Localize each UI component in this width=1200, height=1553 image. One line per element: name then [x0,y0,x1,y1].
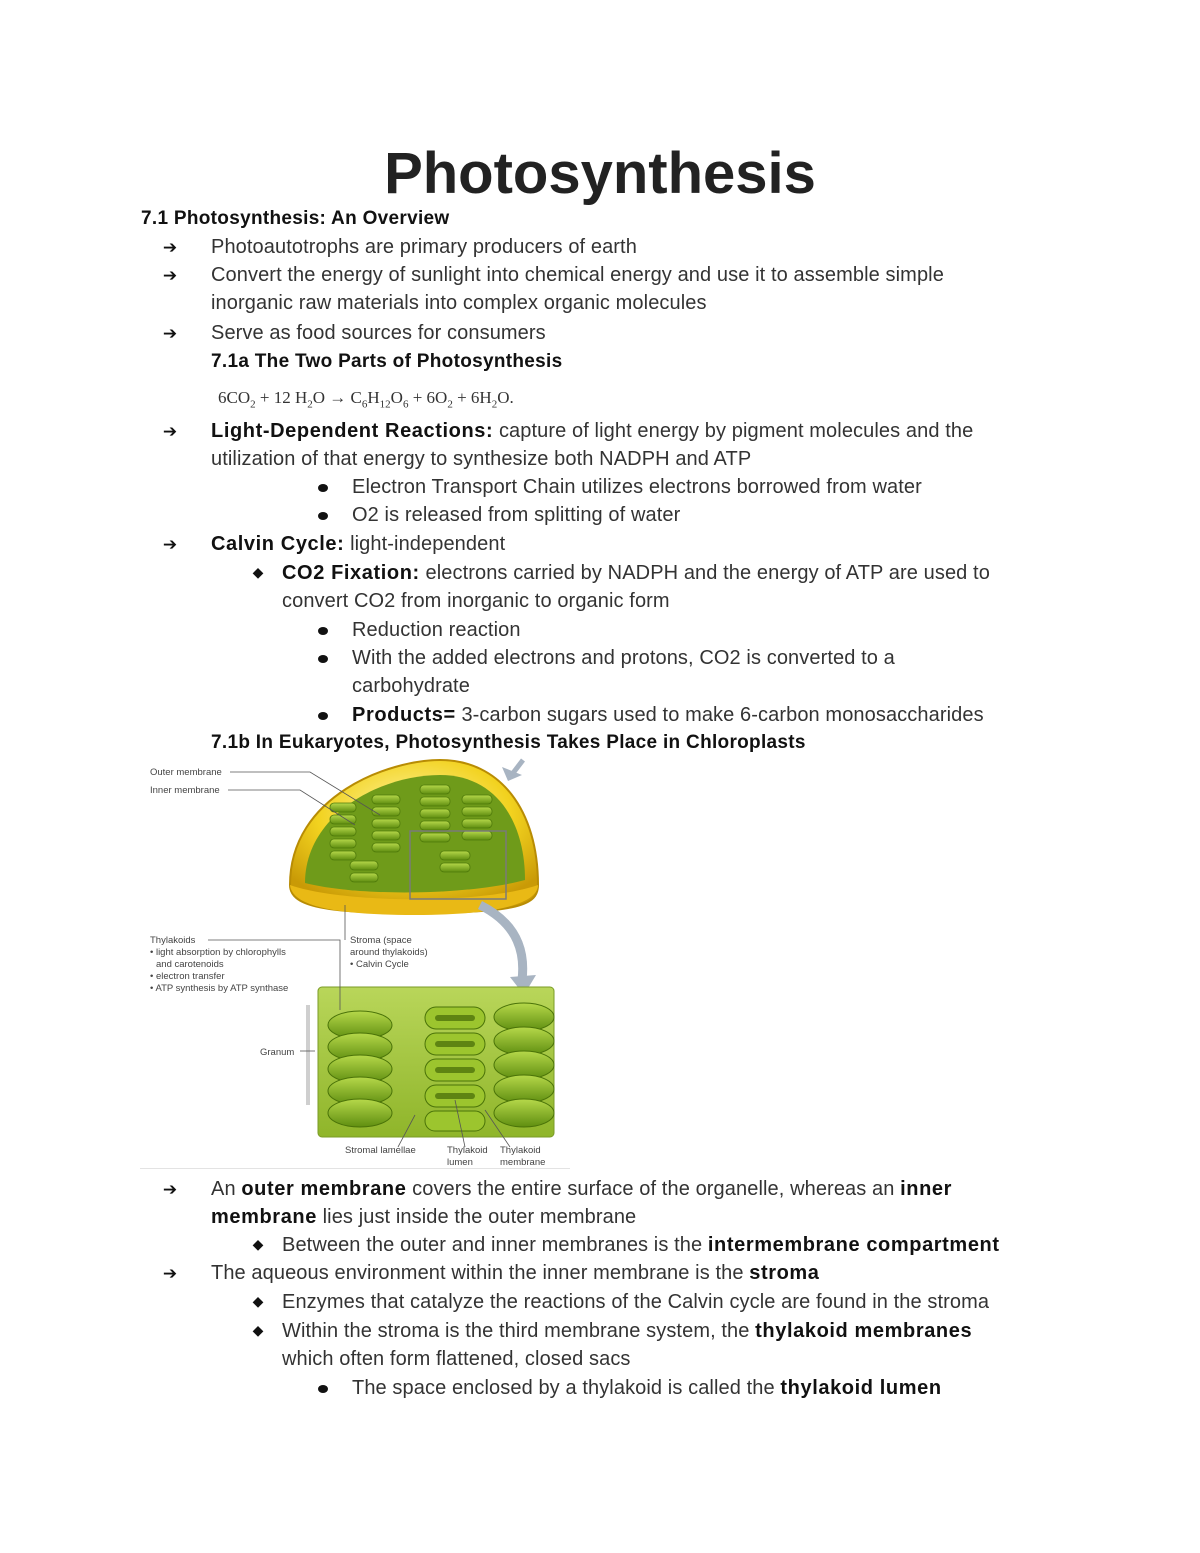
dot-bullet-icon [318,512,328,520]
bullet-text: Electron Transport Chain utilizes electrons borrowed from water [352,476,922,498]
label-thylakoids-item: and carotenoids [156,959,224,970]
dot-bullet-icon [318,484,328,492]
bullet-text: Convert the energy of sunlight into chemical energy and use it to assemble simple [211,264,944,286]
label-thylakoids: Thylakoids [150,935,196,946]
dot-bullet-icon [318,712,328,720]
chemical-equation: $6CO_2 + 12$ $H_2O \to C_6H_{12}O_6 + 6O_2 + 6H_2O$. [218,388,514,411]
bullet-text: which often form flattened, closed sacs [282,1348,631,1370]
arrow-bullet-icon: ➔ [162,1180,178,1199]
bullet-text: Reduction reaction [352,619,521,641]
bullet-text: The aqueous environment within the inner membrane is the stroma [211,1262,820,1284]
bullet-text: With the added electrons and protons, CO2 is converted to a [352,647,895,669]
bullet-text: Within the stroma is the third membrane system, the thylakoid membranes [282,1320,973,1342]
label-granum: Granum [260,1047,295,1058]
label-thylakoid-lumen: Thylakoid [447,1145,488,1156]
arrow-bullet-icon: ➔ [162,1264,178,1283]
label-thylakoid-membrane: Thylakoid [500,1145,541,1156]
label-thylakoids-item: • electron transfer [150,971,225,982]
arrow-bullet-icon: ➔ [162,324,178,343]
bullet-text: Enzymes that catalyze the reactions of the Calvin cycle are found in the stroma [282,1291,990,1313]
label-thylakoid-membrane: membrane [500,1157,546,1168]
diamond-bullet-icon: ◆ [252,1236,264,1252]
label-stroma: around thylakoids) [350,947,428,958]
bullet-text: Serve as food sources for consumers [211,322,546,344]
dot-bullet-icon [318,655,328,663]
bullet-text: Light-Dependent Reactions: capture of light energy by pigment molecules and the [211,420,974,442]
label-outer-membrane: Outer membrane [150,767,222,778]
label-thylakoids-item: • light absorption by chlorophylls [150,947,286,958]
bullet-text: utilization of that energy to synthesize both NADPH and ATP [211,448,752,470]
bullet-text: inorganic raw materials into complex organic molecules [211,292,707,314]
dot-bullet-icon [318,1385,328,1393]
label-stroma: • Calvin Cycle [350,959,409,970]
section-heading-7-1b: 7.1b In Eukaryotes, Photosynthesis Takes Place in Chloroplasts [211,732,806,753]
arrow-bullet-icon: ➔ [162,238,178,257]
chloroplast-diagram [140,755,580,1175]
label-inner-membrane: Inner membrane [150,785,220,796]
bullet-text: Products= 3-carbon sugars used to make 6-carbon monosaccharides [352,704,984,726]
label-thylakoid-lumen: lumen [447,1157,473,1168]
bullet-text: Photoautotrophs are primary producers of earth [211,236,637,258]
bullet-text: Calvin Cycle: light-independent [211,533,506,555]
label-stroma: Stroma (space [350,935,412,946]
arrow-bullet-icon: ➔ [162,535,178,554]
diamond-bullet-icon: ◆ [252,564,264,580]
arrow-bullet-icon: ➔ [162,422,178,441]
bullet-text: membrane lies just inside the outer membrane [211,1206,637,1228]
bullet-text: The space enclosed by a thylakoid is called the thylakoid lumen [352,1377,942,1399]
bullet-text: O2 is released from splitting of water [352,504,681,526]
dot-bullet-icon [318,627,328,635]
label-thylakoids-item: • ATP synthesis by ATP synthase [150,983,289,994]
divider [140,1168,570,1169]
section-heading-7-1a: 7.1a The Two Parts of Photosynthesis [211,351,563,372]
bullet-text: An outer membrane covers the entire surface of the organelle, whereas an inner [211,1178,953,1200]
label-stromal-lamellae: Stromal lamellae [345,1145,416,1156]
diamond-bullet-icon: ◆ [252,1322,264,1338]
page-title: Photosynthesis [384,141,816,206]
bullet-text: convert CO2 from inorganic to organic form [282,590,670,612]
diamond-bullet-icon: ◆ [252,1293,264,1309]
bullet-text: CO2 Fixation: electrons carried by NADPH and the energy of ATP are used to [282,562,990,584]
section-heading-7-1: 7.1 Photosynthesis: An Overview [141,208,450,229]
bullet-text: Between the outer and inner membranes is the intermembrane compartment [282,1234,1000,1256]
arrow-bullet-icon: ➔ [162,266,178,285]
bullet-text: carbohydrate [352,675,470,697]
